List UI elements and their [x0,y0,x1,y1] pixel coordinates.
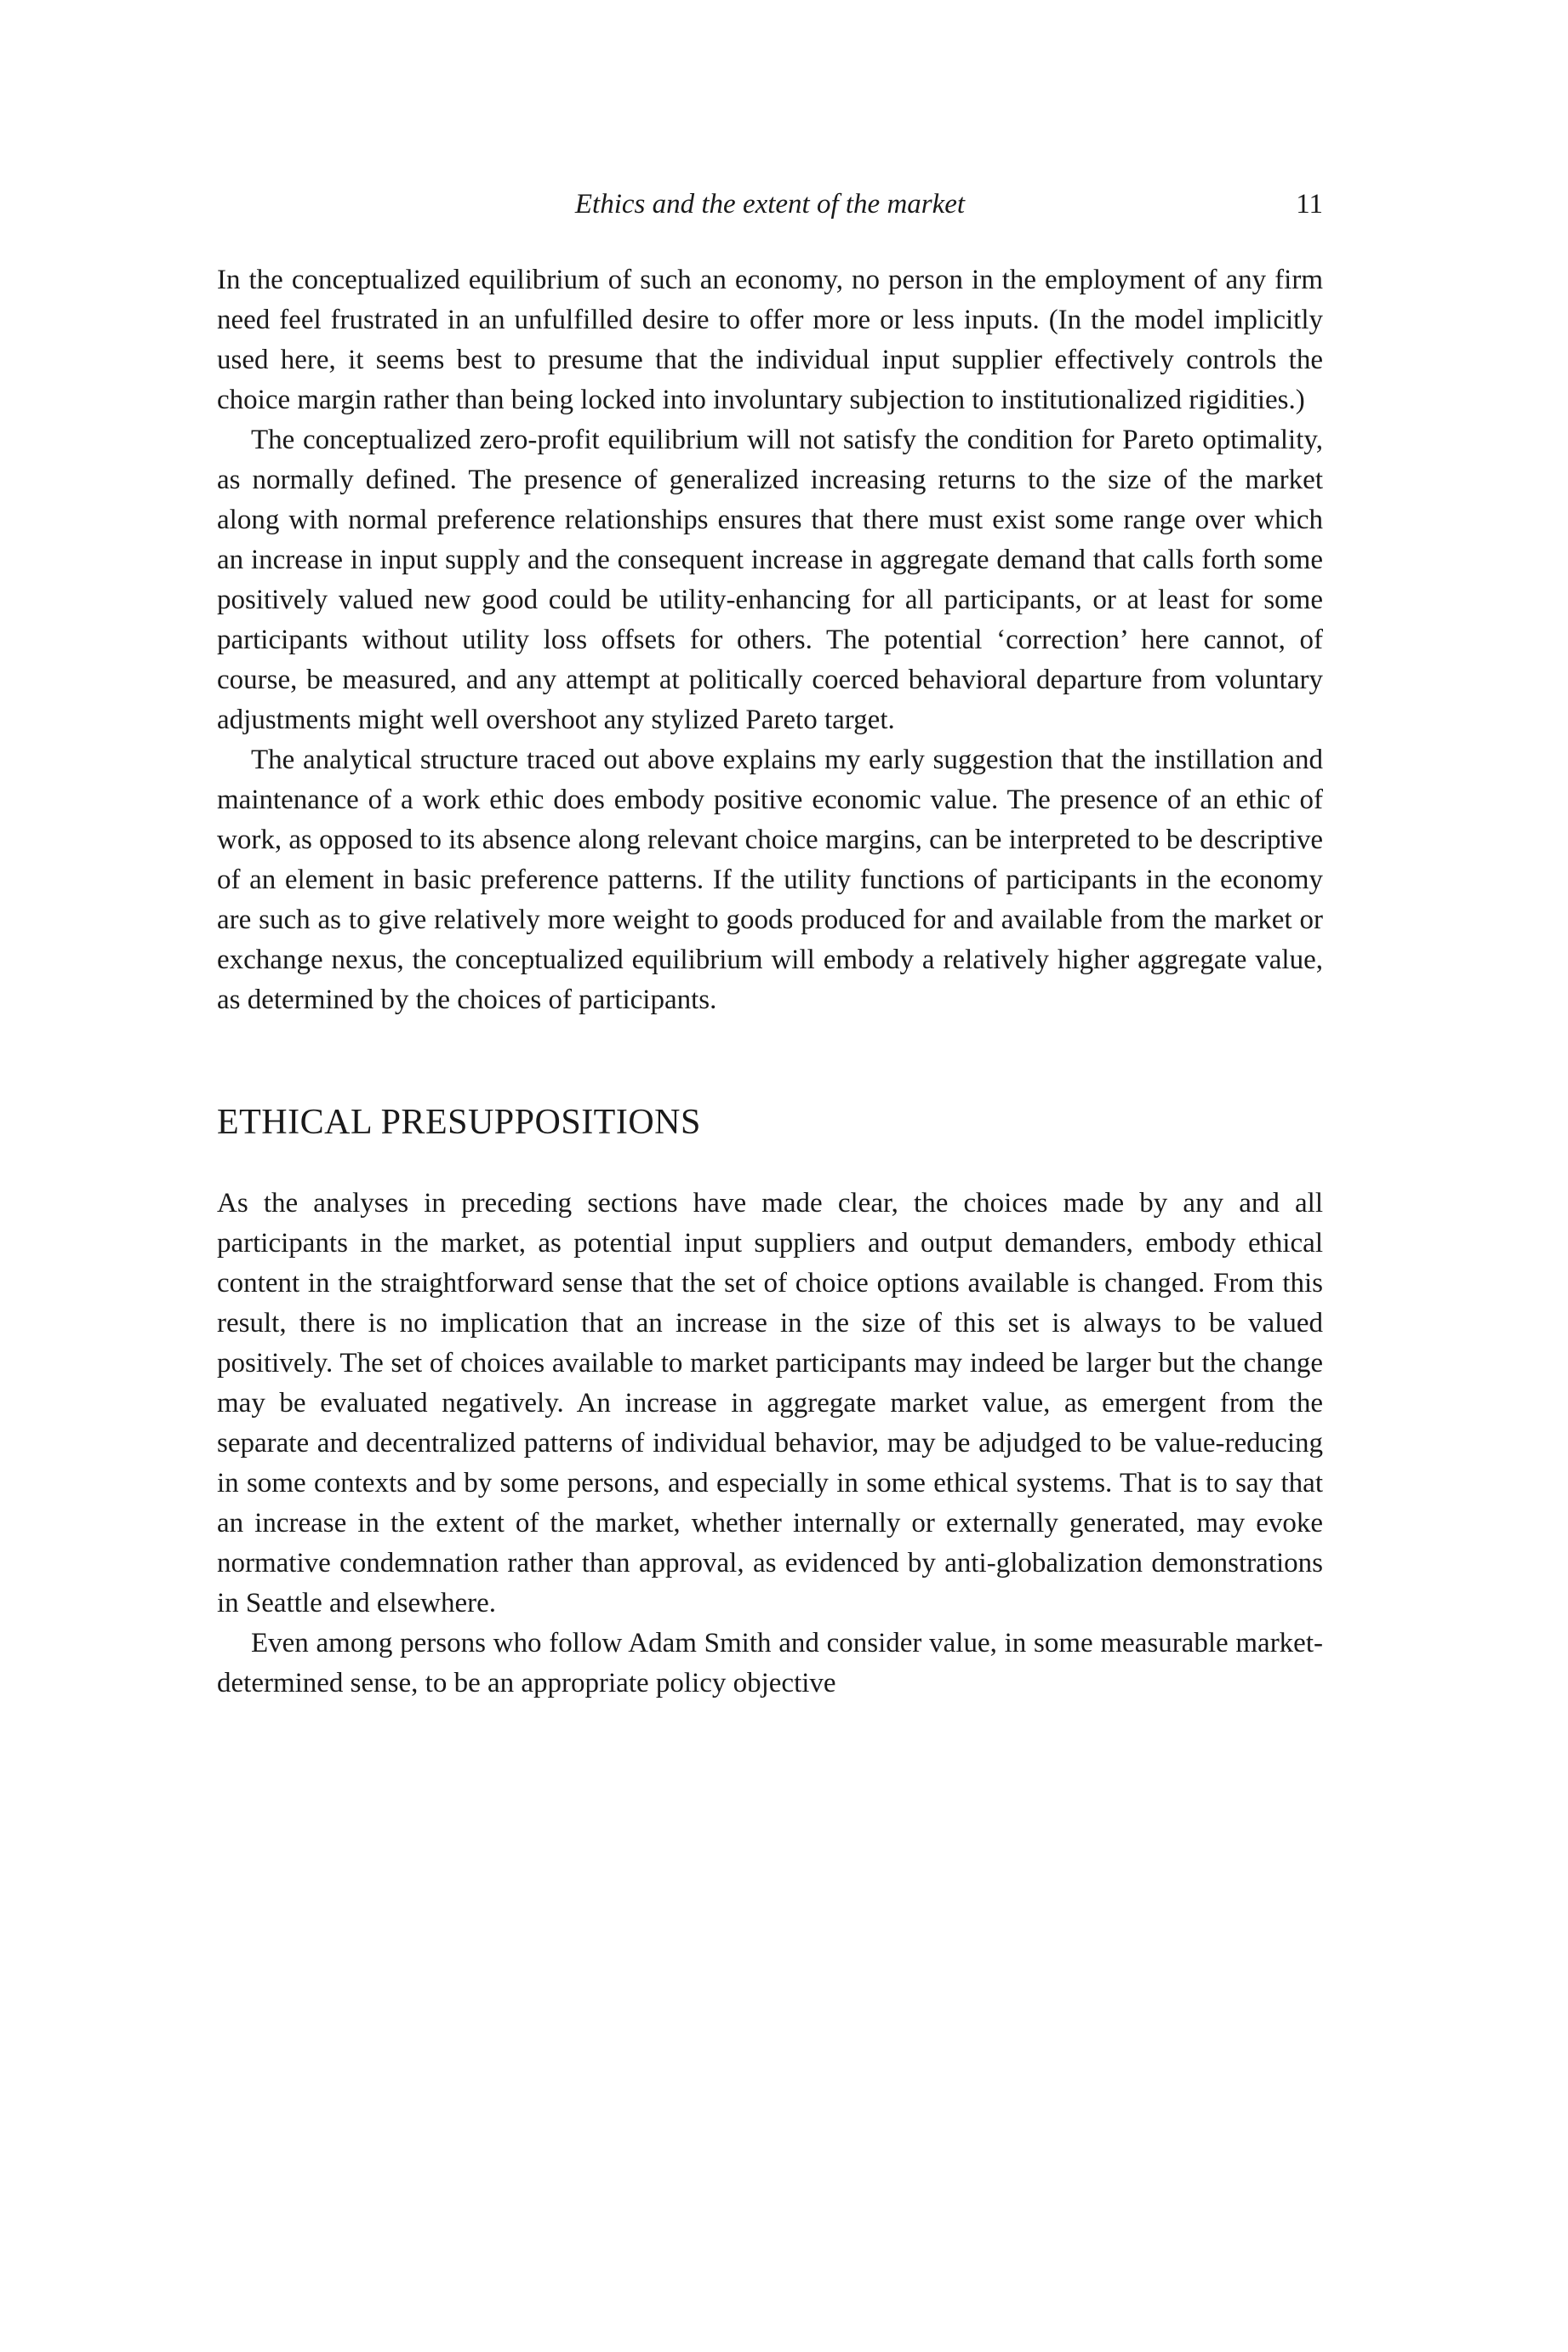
paragraph: As the analyses in preceding sections have made clear, the choices made by any and all participants in the market, as potential input suppliers and output demanders, embody ethical content in the straightforward sense that the set of choice options available is changed. From this result, there is no implication that an increase in the size of this set is always to be valued positively. The set of choices available to market participants may indeed be larger but the change may be evaluated negatively. An increase in aggregate market value, as emergent from the separate and decentralized patterns of individual behavior, may be adjudged to be value-reducing in some contexts and by some persons, and especially in some ethical systems. That is to say that an increase in the extent of the market, whether internally or externally generated, may evoke normative condemnation rather than approval, as evidenced by anti-globalization demonstrations in Seattle and elsewhere. [217,1188,1323,1618]
body-text [217,260,1323,1020]
paragraph: Even among persons who follow Adam Smith and consider value, in some measurable market-determined sense, to be an appropriate policy objective [217,1628,1323,1698]
section-heading: ETHICAL PRESUPPOSITIONS [217,1103,701,1142]
paragraph: In the conceptualized equilibrium of such an economy, no person in the employment of any firm need feel frustrated in an unfulfilled desire to offer more or less inputs. (In the model implicitly used here, it seems best to presume that the individual input supplier effectively controls the choice margin rather than being locked into involuntary subjection to institutionalized rigidities.) [217,265,1323,415]
running-title: Ethics and the extent of the market [574,189,966,220]
running-head [217,179,1323,230]
page-number: 11 [1296,189,1323,220]
paragraph: The analytical structure traced out above explains my early suggestion that the instillation and maintenance of a work ethic does embody positive economic value. The presence of an ethic of work, as opposed to its absence along relevant choice margins, can be interpreted to be descriptive of an element in basic preference patterns. If the utility functions of participants in the economy are such as to give relatively more weight to goods produced for and available from the market or exchange nexus, the conceptualized equilibrium will embody a relatively higher aggregate value, as determined by the choices of participants. [217,745,1323,1015]
section-body [217,1184,1323,1704]
paragraph: The conceptualized zero-profit equilibrium will not satisfy the condition for Pareto optimality, as normally defined. The presence of generalized increasing returns to the size of the market along with normal preference relationships ensures that there must exist some range over which an increase in input supply and the consequent increase in aggregate demand that calls forth some positively valued new good could be utility-enhancing for all participants, or at least for some participants without utility loss offsets for others. The potential ‘correction’ here cannot, of course, be measured, and any attempt at politically coerced behavioral departure from voluntary adjustments might well overshoot any stylized Pareto target. [217,425,1323,735]
book-page [217,179,1323,1704]
